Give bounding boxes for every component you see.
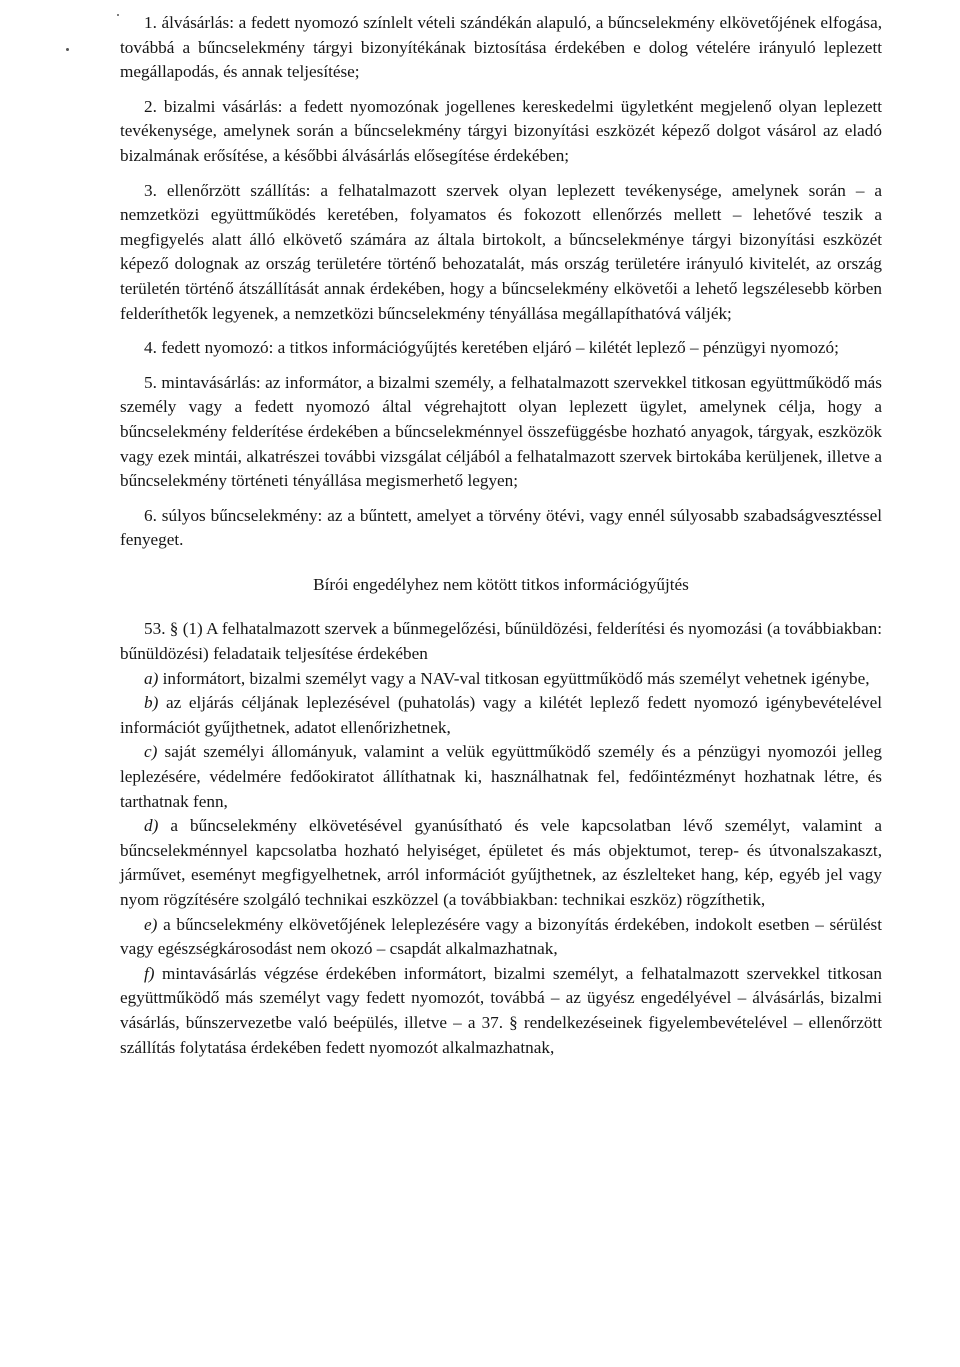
scan-speck xyxy=(117,14,119,16)
definition-4 xyxy=(120,336,882,361)
item-text: a bűncselekmény elkövetésével gyanúsítható és vele kapcsolatban lévő személyt, valamint a bűncselekménnyel kapcsolatba hozható helyiséget, épületet és más objektumot, terep- és útvonalszakaszt, járművet, eseményt megfigyelhetnek, arról információt gyűjthetnek, az észlelteket hang, kép, egyéb jel vagy nyom rögzítésére szolgáló technikai eszközzel (a továbbiakban: technikai eszköz) rögzíthetik, xyxy=(120,816,882,909)
definition-number: 1. xyxy=(144,13,157,32)
item-letter: d) xyxy=(144,816,159,836)
item-letter: c) xyxy=(144,742,158,762)
section-item-a xyxy=(120,667,882,692)
definition-text: súlyos bűncselekmény: az a bűntett, amelyet a törvény ötévi, vagy ennél súlyosabb szabadságvesztéssel fenyeget. xyxy=(120,505,883,550)
section-item-b xyxy=(120,691,882,740)
item-text: saját személyi állományuk, valamint a velük együttműködő személy és a pénzügyi nyomozói jelleg leplezésére, védelmére fedőokiratot állíthatnak ki, használhatnak fel, fedőintézményt hozhatnak létre, és tarthatnak fenn, xyxy=(120,742,882,811)
section-items xyxy=(120,667,882,1061)
item-text: a bűncselekmény elkövetőjének leleplezésére vagy a bizonyítás érdekében, indokolt esetben – sérülést vagy egészségkárosodást nem okozó – csapdát alkalmazhatnak, xyxy=(120,914,882,959)
item-letter: b) xyxy=(144,693,159,713)
section-item-c xyxy=(120,740,882,814)
item-letter: a) xyxy=(144,668,159,688)
definition-text: bizalmi vásárlás: a fedett nyomozónak jogellenes kereskedelmi ügyletként megjelenő olyan leplezett tevékenysége, amelynek során a bűncselekmény tárgyi bizonyítási eszközét képező dolgot vásárol az eladó bizalmának erősítése, a későbbi álvásárlás elősegítése érdekében; xyxy=(120,96,883,165)
section-heading: Bírói engedélyhez nem kötött titkos információgyűjtés xyxy=(313,574,689,594)
definition-5 xyxy=(120,371,882,494)
item-text: az eljárás céljának leplezésével (puhatolás) vagy a kilétét leplező fedett nyomozó igénybevételével információt gyűjthetnek, adatot ellenőrizhetnek, xyxy=(120,693,882,737)
definition-3 xyxy=(120,179,882,327)
item-text: mintavásárlás végzése érdekében informátort, bizalmi személyt, a felhatalmazott szervekkel titkosan együttműködő más személyt vagy fedett nyomozót, továbbá – az ügyész engedélyével – álvásárlás, bizalmi vásárlás, bűnszervezetbe való beépülés, illetve – a 37. § rendelkezéseinek figyelembevételével – ellenőrzött szállítás folytatása érdekében fedett nyomozót alkalmazhatnak, xyxy=(120,963,882,1057)
definition-number: 2. xyxy=(144,96,157,116)
definition-text: mintavásárlás: az informátor, a bizalmi személy, a felhatalmazott szervekkel titkosan együttműködő más személy vagy a fedett nyomozó által végrehajtott olyan leplezett ügylet, amelynek célja, hogy a bűncselekmény felderítése érdekében a bűncselekménnyel összefüggésbe hozható anyagok, tárgyak, eszközök vagy ezek mintái, alkatrészei további vizsgálat céljából a felhatalmazott szervek birtokába kerüljenek, illetve a bűncselekmény történeti tényállása megismerhető legyen; xyxy=(120,372,882,491)
section-item-f xyxy=(120,962,882,1060)
definition-number: 6. xyxy=(144,505,157,525)
definition-text: fedett nyomozó: a titkos információgyűjtés keretében eljáró – kilétét leplező – pénzügyi nyomozó; xyxy=(161,338,839,358)
definition-text: ellenőrzött szállítás: a felhatalmazott szervek olyan leplezett tevékenysége, amelynek során – a nemzetközi együttműködés keretében, folyamatos és fokozott ellenőrzés mellett – lehetővé teszik a megfigyelés alatt álló elkövető számára az általa birtokolt, a bűncselekménye tárgyi bizonyítási eszközét képező dolognak az ország területére történő behozatalát, más ország területére irányuló kivitelét, az ország területén történő átszállítását annak érdekében, hogy a bűncselekmény elkövetői a lehető legszélesebb körben felderíthetők legyenek, a nemzetközi bűncselekmény tényállása megállapíthatóvá váljék; xyxy=(120,180,883,323)
section-item-e xyxy=(120,913,882,962)
definition-number: 5. xyxy=(144,372,157,392)
item-text: informátort, bizalmi személyt vagy a NAV-val titkosan együttműködő más személyt vehetnek igénybe, xyxy=(162,668,870,688)
scan-speck xyxy=(66,48,69,51)
item-letter: f) xyxy=(144,963,155,983)
section-intro: 53. § (1) A felhatalmazott szervek a bűnmegelőzési, bűnüldözési, felderítési és nyomozási (a továbbiakban: bűnüldözési) feladataik teljesítése érdekében xyxy=(120,619,882,664)
definition-text: álvásárlás: a fedett nyomozó színlelt vételi szándékán alapuló, a bűncselekmény elkövetőjének elfogása, továbbá a bűncselekmény tárgyi bizonyítékának biztosítása érdekében e dolog vételére irányuló leplezett megállapodás, és annak teljesítése; xyxy=(120,13,882,82)
definition-1 xyxy=(120,11,882,85)
definition-number: 3. xyxy=(144,180,157,200)
definition-6 xyxy=(120,504,882,553)
item-letter: e) xyxy=(144,914,158,934)
section-item-d xyxy=(120,814,882,912)
definition-number: 4. xyxy=(144,338,157,358)
definition-2 xyxy=(120,95,882,169)
document-page xyxy=(120,11,882,1060)
